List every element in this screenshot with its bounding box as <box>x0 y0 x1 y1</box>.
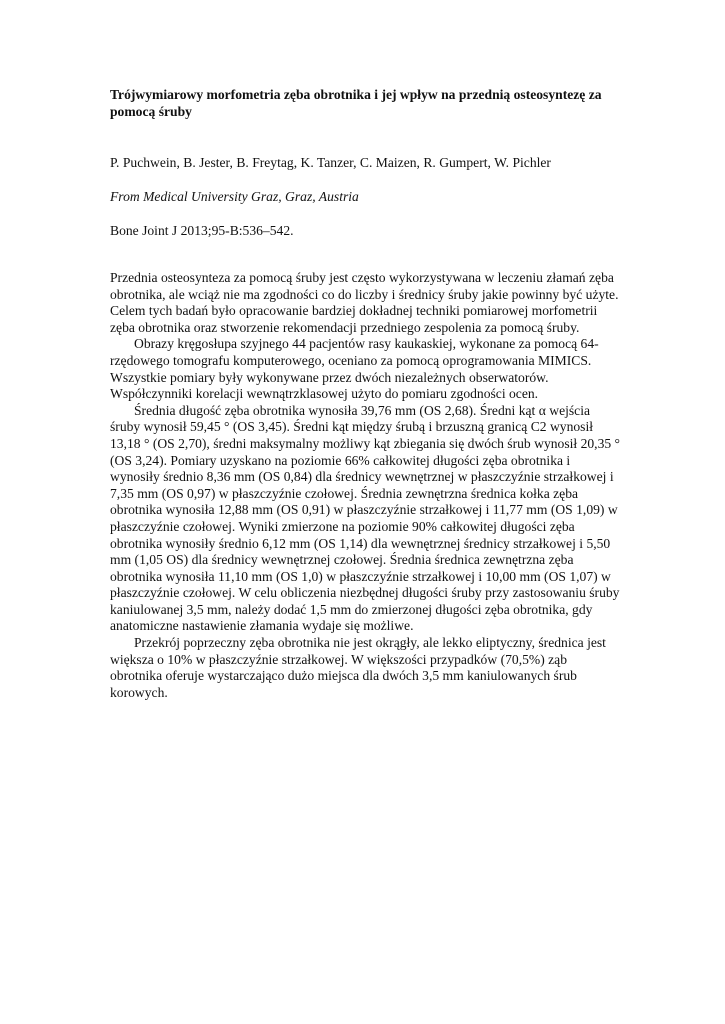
abstract-paragraph-conclusion: Przekrój poprzeczny zęba obrotnika nie jest okrągły, ale lekko eliptyczny, średnica jest większa o 10% w płaszczyźnie strzałkowej. W większości przypadków (70,5%) ząb obrotnika oferuje wystarczająco dużo miejsca dla dwóch 3,5 mm kaniulowanych śrub korowych. <box>110 635 606 700</box>
document-title: Trójwymiarowy morfometria zęba obrotnika i jej wpływ na przednią osteosyntezę za pomocą śruby <box>110 87 602 119</box>
journal-citation: Bone Joint J 2013;95-B:536–542. <box>110 223 294 238</box>
abstract-paragraph-methods: Obrazy kręgosłupa szyjnego 44 pacjentów rasy kaukaskiej, wykonane za pomocą 64-rzędowego tomografu komputerowego, oceniano za pomocą oprogramowania MIMICS. Wszystkie pomiary były wykonywane przez dwóch niezależnych obserwatorów. Współczynniki korelacji wewnątrzklasowej użyto do pomiaru zgodności ocen. <box>110 336 599 402</box>
abstract-paragraph-results: Średnia długość zęba obrotnika wynosiła 39,76 mm (OS 2,68). Średni kąt α wejścia śruby wynosił 59,45 ° (OS 3,45). Średni kąt między śrubą i brzuszną granicą C2 wynosił 13,18 ° (OS 2,70), średni maksymalny możliwy kąt zbiegania się dwóch śrub wynosił 20,35 ° (OS 3,24). Pomiary uzyskano na poziomie 66% całkowitej długości zęba obrotnika i wynosiły średnio 8,36 mm (OS 0,84) dla średnicy wewnętrznej w płaszczyźnie strzałkowej i 7,35 mm (OS 0,97) w płaszczyźnie czołowej. Średnia zewnętrzna średnica kołka zęba obrotnika wynosiła 12,88 mm (OS 0,91) w płaszczyźnie strzałkowej i 11,77 mm (OS 1,09) w płaszczyźnie czołowej. Wyniki zmierzone na poziomie 90% całkowitej długości zęba obrotnika wynosiły średnio 6,12 mm (OS 1,14) dla wewnętrznej średnicy strzałkowej i 5,50 mm (1,05 OS) dla średnicy wewnętrznej czołowej. Średnia średnica zewnętrzna zęba obrotnika wynosiła 11,10 mm (OS 1,0) w płaszczyźnie strzałkowej i 10,00 mm (OS 1,07) w płaszczyźnie czołowej. W celu obliczenia niezbędnej długości śruby przy zastosowaniu śruby kaniulowanej 3,5 mm, należy dodać 1,5 mm do zmierzonej długości zęba obrotnika, gdy anatomiczne nastawienie złamania wydaje się możliwe. <box>110 402 620 634</box>
abstract-paragraph-background: Przednia osteosynteza za pomocą śruby jest często wykorzystywana w leczeniu złamań zęba obrotnika, ale wciąż nie ma zgodności co do liczby i średnicy śruby jakie powinny być użyte. Celem tych badań było opracowanie bardziej dokładnej techniki pomiarowej morfometrii zęba obrotnika oraz stworzenie rekomendacji przedniego zespolenia za pomocą śruby. <box>110 270 619 335</box>
abstract-body <box>110 270 620 701</box>
author-list: P. Puchwein, B. Jester, B. Freytag, K. Tanzer, C. Maizen, R. Gumpert, W. Pichler <box>110 155 551 170</box>
affiliation: From Medical University Graz, Graz, Austria <box>110 189 359 204</box>
